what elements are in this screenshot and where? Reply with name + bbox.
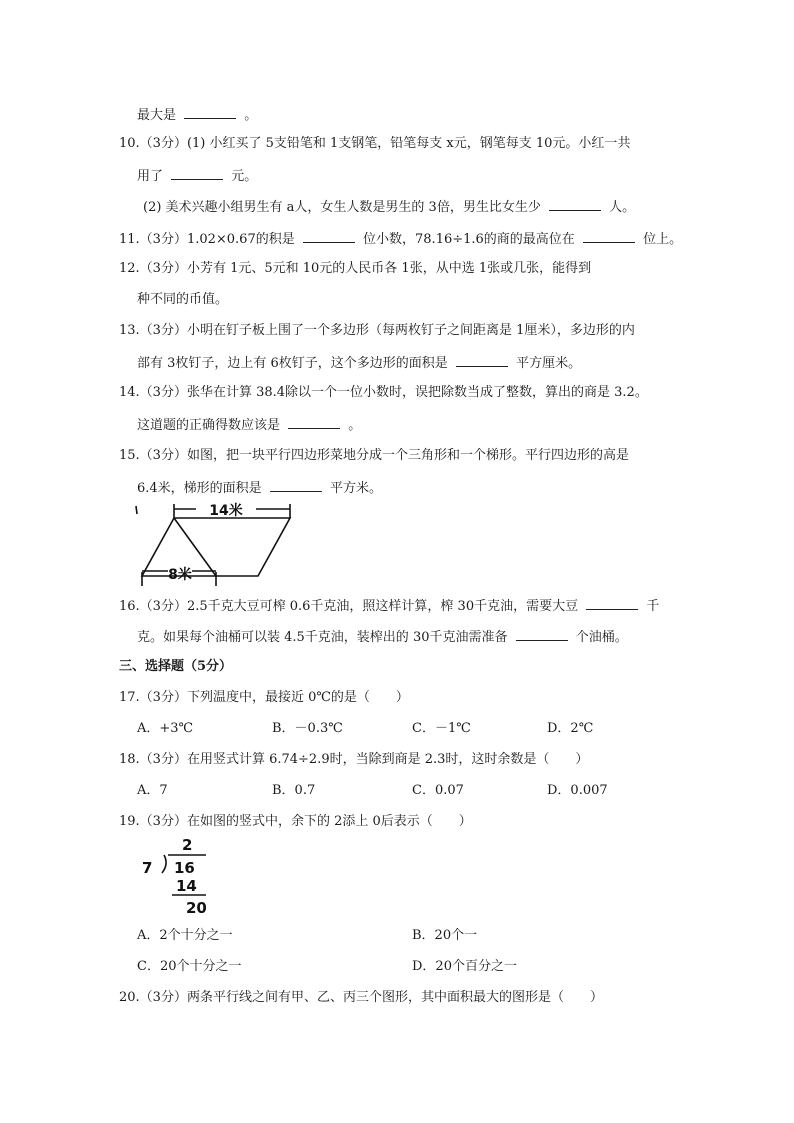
q15-line1: 15.（3分）如图，把一块平行四边形菜地分成一个三角形和一个梯形。平行四边形的高是 [119, 448, 629, 463]
answer-blank[interactable] [456, 354, 508, 367]
q14-line2-post: 。 [348, 418, 362, 433]
q19-option-c[interactable]: C．20个十分之一 [137, 959, 242, 974]
q10-line2-pre: 用了 [137, 169, 164, 184]
q10-line3 [143, 198, 635, 216]
quotient-digit: 2 [182, 836, 193, 854]
q16-line1-pre: 16.（3分）2.5千克大豆可榨 0.6千克油，照这样计算，榨 30千克油，需要大豆 [119, 599, 579, 614]
top-length-label: 14米 [209, 503, 243, 519]
q14-line2-pre: 这道题的正确得数应该是 [137, 418, 281, 433]
q15-line2-post: 平方米。 [329, 481, 382, 496]
answer-blank[interactable] [516, 628, 568, 641]
q14-line2 [137, 416, 361, 434]
q17-option-d[interactable]: D．2℃ [547, 721, 594, 736]
q10-line2-post: 元。 [231, 169, 258, 184]
q11-mid: 位小数，78.16÷1.6的商的最高位在 [363, 232, 575, 247]
q19-stem: 19.（3分）在如图的竖式中，余下的 2添上 0后表示（ ） [119, 814, 472, 829]
q18-stem: 18.（3分）在用竖式计算 6.74÷2.9时，当除到商是 2.3时，这时余数是（ ） [119, 752, 589, 767]
answer-blank[interactable] [583, 230, 635, 243]
answer-blank[interactable] [184, 106, 236, 119]
q13-line1: 13.（3分）小明在钉子板上围了一个多边形（每两枚钉子之间距离是 1厘米），多边形的内 [119, 323, 635, 338]
q18-option-c[interactable]: C．0.07 [412, 783, 464, 798]
answer-blank[interactable] [586, 597, 638, 610]
q9-tail-text: 最大是 [137, 108, 177, 123]
q15-line2 [137, 479, 382, 497]
parallelogram-figure [134, 500, 304, 588]
division-bracket [162, 855, 166, 873]
q11-post: 位上。 [643, 232, 683, 247]
q18-option-b[interactable]: B．0.7 [272, 783, 316, 798]
q17-option-a[interactable]: A．+3℃ [137, 721, 194, 736]
answer-blank[interactable] [288, 416, 340, 429]
divisor-digit: 7 [142, 859, 153, 877]
q10-line3-post: 人。 [609, 200, 636, 215]
q16-line2-post: 个油桶。 [575, 630, 628, 645]
q16-line2-pre: 克。如果每个油桶可以装 4.5千克油，装榨出的 30千克油需准备 [137, 630, 508, 645]
dividend-digits: 16 [174, 859, 195, 877]
q18-option-d[interactable]: D．0.007 [547, 783, 608, 798]
answer-blank[interactable] [303, 230, 355, 243]
q16-line1-post: 千 [646, 599, 660, 614]
parallelogram-outline [142, 518, 290, 576]
answer-blank[interactable] [171, 167, 223, 180]
q13-line2-pre: 部有 3枚钉子，边上有 6枚钉子，这个多边形的面积是 [137, 356, 448, 371]
product-digits: 14 [176, 877, 197, 895]
long-division-figure [136, 834, 216, 918]
q19-option-a[interactable]: A．2个十分之一 [137, 928, 233, 943]
q10-line3-pre: (2) 美术兴趣小组男生有 a人，女生人数是男生的 3倍，男生比女生少 [143, 200, 541, 215]
q12-line1: 12.（3分）小芳有 1元、5元和 10元的人民币各 1张，从中选 1张或几张，能得到 [119, 261, 592, 276]
q12-line2: 种不同的币值。 [137, 292, 229, 307]
q19-option-d[interactable]: D．20个百分之一 [412, 959, 517, 974]
q13-line2-post: 平方厘米。 [516, 356, 582, 371]
q10-line2 [137, 167, 257, 185]
q9-tail-end: 。 [244, 108, 258, 123]
q14-line1: 14.（3分）张华在计算 38.4除以一个一位小数时，误把除数当成了整数，算出的商是 3.2。 [119, 385, 648, 400]
q18-option-a[interactable]: A．7 [137, 783, 168, 798]
section-title-choice: 三、选择题（5分） [119, 659, 233, 674]
q10-line1: 10.（3分）(1) 小红买了 5支铅笔和 1支钢笔，铅笔每支 x元，钢笔每支 10元。小红一共 [119, 136, 631, 151]
bottom-length-label: 8米 [168, 567, 192, 583]
q15-line2-pre: 6.4米，梯形的面积是 [137, 481, 262, 496]
q13-line2 [137, 354, 581, 372]
q17-option-b[interactable]: B．－0.3℃ [272, 721, 343, 736]
remainder-digits: 20 [186, 899, 207, 917]
q9-tail-line [137, 106, 257, 124]
answer-blank[interactable] [549, 198, 601, 211]
q17-stem: 17.（3分）下列温度中，最接近 0℃的是（ ） [119, 690, 409, 705]
q16-line1 [119, 597, 659, 615]
q11-pre: 11.（3分）1.02×0.67的积是 [119, 232, 295, 247]
q16-line2 [137, 628, 628, 646]
q19-option-b[interactable]: B．20个一 [412, 928, 478, 943]
q17-option-c[interactable]: C．－1℃ [412, 721, 471, 736]
answer-blank[interactable] [270, 479, 322, 492]
q20-stem: 20.（3分）两条平行线之间有甲、乙、丙三个图形，其中面积最大的图形是（ ） [119, 990, 603, 1005]
q11-line [119, 230, 682, 248]
